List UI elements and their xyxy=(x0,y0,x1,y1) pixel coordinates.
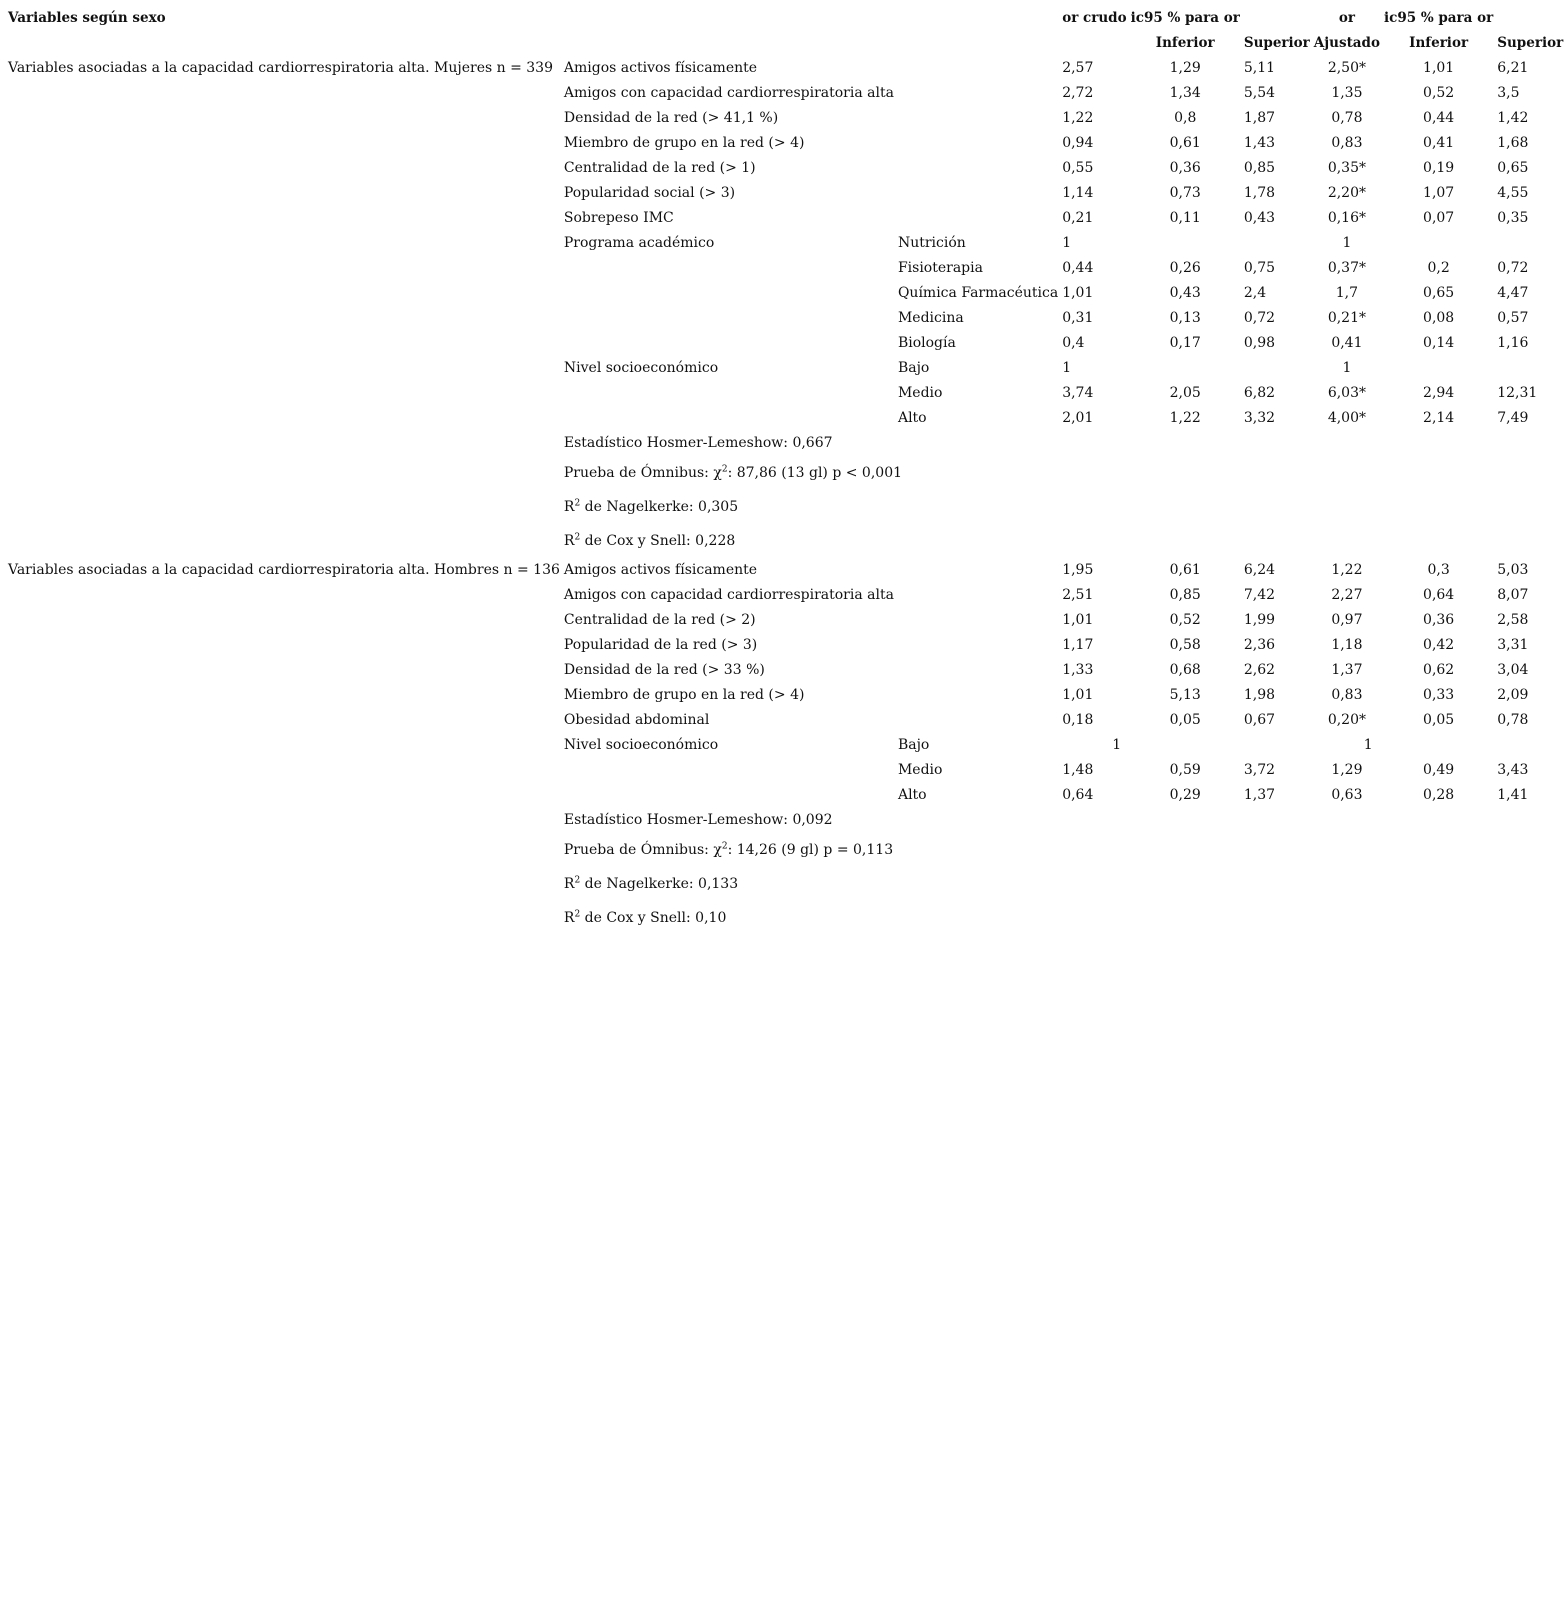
table-row xyxy=(6,81,1565,106)
omnibus-test-text: Prueba de Ómnibus: χ xyxy=(563,842,722,858)
variable-cell: Sobrepeso IMC xyxy=(563,210,674,226)
ic-inferior-adjusted-cell: 0,36 xyxy=(1423,612,1455,628)
ic-superior-adjusted-cell: 6,21 xyxy=(1497,60,1529,76)
ic-superior-adjusted-cell: 1,16 xyxy=(1497,335,1529,351)
or-crudo-cell: 0,44 xyxy=(1062,260,1094,276)
category-cell xyxy=(896,81,1060,106)
ic-superior-cell: 3,32 xyxy=(1243,410,1276,426)
table-row xyxy=(6,608,1565,633)
or-crudo-cell: 2,51 xyxy=(1062,587,1094,603)
category-cell xyxy=(896,608,1060,633)
category-cell: Alto xyxy=(897,787,927,803)
table-row xyxy=(6,331,1565,356)
or-ajustado-cell: 2,50* xyxy=(1327,60,1366,76)
ic-superior-cell: 1,37 xyxy=(1243,787,1276,803)
nagelkerke-r2-value: de Nagelkerke: 0,133 xyxy=(580,876,739,892)
variable-cell xyxy=(562,381,896,406)
omnibus-test-text: Prueba de Ómnibus: χ xyxy=(563,465,722,481)
nagelkerke-r2-text: R xyxy=(563,499,575,515)
or-crudo-cell: 0,94 xyxy=(1062,135,1094,151)
table-row xyxy=(6,558,1565,583)
ic-superior-adjusted-cell: 5,03 xyxy=(1497,562,1529,578)
table-header xyxy=(6,6,1565,56)
table-row xyxy=(6,131,1565,156)
ic-superior-adjusted-cell: 0,78 xyxy=(1497,712,1529,728)
stat-row xyxy=(6,833,1565,867)
ic-superior-cell: 0,98 xyxy=(1243,335,1276,351)
category-cell xyxy=(896,708,1060,733)
or-crudo-cell: 1,17 xyxy=(1062,637,1094,653)
variable-cell: Centralidad de la red (> 2) xyxy=(563,612,756,628)
cox-snell-r2 xyxy=(562,901,1060,935)
table-row xyxy=(6,658,1565,683)
ic-superior-adjusted-cell xyxy=(1495,231,1565,256)
ic-inferior-cell: 0,43 xyxy=(1169,285,1201,301)
ic-superior-cell: 2,62 xyxy=(1243,662,1276,678)
variable-cell: Densidad de la red (> 33 %) xyxy=(563,662,765,678)
or-crudo-cell: 1,14 xyxy=(1062,185,1094,201)
or-ajustado-cell: 0,78 xyxy=(1331,110,1363,126)
ic-superior-adjusted-cell: 2,58 xyxy=(1497,612,1529,628)
odds-ratio-table xyxy=(6,6,1565,935)
ic-superior-adjusted-cell: 1,68 xyxy=(1497,135,1529,151)
category-cell xyxy=(896,658,1060,683)
or-ajustado-cell: 1,7 xyxy=(1335,285,1359,301)
or-ajustado-cell: 2,20* xyxy=(1327,185,1366,201)
header-inferior: Inferior xyxy=(1155,35,1215,51)
ic-superior-adjusted-cell: 3,31 xyxy=(1497,637,1529,653)
ic-superior-adjusted-cell: 1,41 xyxy=(1497,787,1529,803)
ic-superior-cell: 0,67 xyxy=(1243,712,1276,728)
ic-inferior-cell: 0,68 xyxy=(1169,662,1201,678)
or-ajustado-cell: 1,29 xyxy=(1331,762,1363,778)
or-crudo-cell: 0,4 xyxy=(1062,335,1085,351)
variable-cell xyxy=(562,331,896,356)
or-ajustado-cell: 1,18 xyxy=(1331,637,1363,653)
table-row xyxy=(6,206,1565,231)
or-crudo-cell: 1,22 xyxy=(1062,110,1094,126)
header-inferior-adjusted: Inferior xyxy=(1409,35,1469,51)
stat-row xyxy=(6,901,1565,935)
ic-inferior-adjusted-cell: 0,08 xyxy=(1423,310,1455,326)
ic-inferior-adjusted-cell: 0,2 xyxy=(1427,260,1450,276)
ic-superior-cell: 2,4 xyxy=(1243,285,1267,301)
or-crudo-cell: 3,74 xyxy=(1062,385,1094,401)
ic-inferior-adjusted-cell: 0,14 xyxy=(1423,335,1455,351)
variable-cell: Densidad de la red (> 41,1 %) xyxy=(563,110,779,126)
table-row xyxy=(6,156,1565,181)
header-ic-crudo: ic95 % para or xyxy=(1130,10,1240,26)
header-superior-adjusted: Superior xyxy=(1497,35,1564,51)
variable-cell: Miembro de grupo en la red (> 4) xyxy=(563,135,805,151)
ic-superior-cell xyxy=(1242,231,1312,256)
header-ic-ajustado: ic95 % para or xyxy=(1384,10,1494,26)
ic-inferior-cell: 0,8 xyxy=(1174,110,1197,126)
ic-inferior-cell xyxy=(1129,231,1242,256)
or-crudo-cell: 1 xyxy=(1112,737,1122,753)
or-crudo-cell: 0,64 xyxy=(1062,787,1094,803)
or-ajustado-cell: 1 xyxy=(1342,360,1352,376)
table-row xyxy=(6,306,1565,331)
ic-superior-cell: 7,42 xyxy=(1243,587,1276,603)
category-cell xyxy=(896,131,1060,156)
category-cell xyxy=(896,156,1060,181)
category-cell: Fisioterapia xyxy=(897,260,983,276)
ic-inferior-adjusted-cell: 0,28 xyxy=(1423,787,1455,803)
or-crudo-cell: 0,31 xyxy=(1062,310,1094,326)
or-crudo-cell: 0,18 xyxy=(1062,712,1094,728)
category-cell xyxy=(896,106,1060,131)
or-ajustado-cell: 4,00* xyxy=(1327,410,1366,426)
category-cell xyxy=(896,206,1060,231)
table-row xyxy=(6,583,1565,608)
variable-cell: Amigos con capacidad cardiorrespiratoria alta xyxy=(563,85,894,101)
ic-superior-adjusted-cell: 4,55 xyxy=(1497,185,1529,201)
ic-superior-cell: 0,43 xyxy=(1243,210,1276,226)
ic-inferior-cell: 0,26 xyxy=(1169,260,1201,276)
variable-cell: Nivel socioeconómico xyxy=(563,360,719,376)
ic-superior-adjusted-cell: 2,09 xyxy=(1497,687,1529,703)
ic-superior-cell: 0,75 xyxy=(1243,260,1276,276)
or-crudo-cell: 1,01 xyxy=(1062,612,1094,628)
ic-inferior-cell: 0,11 xyxy=(1169,210,1201,226)
ic-superior-adjusted-cell: 7,49 xyxy=(1497,410,1529,426)
cox-snell-r2-superscript: 2 xyxy=(574,532,581,543)
category-cell xyxy=(896,558,1060,583)
cox-snell-r2-value: de Cox y Snell: 0,228 xyxy=(580,533,736,549)
table-row xyxy=(6,381,1565,406)
category-cell: Medio xyxy=(897,762,943,778)
header-superior: Superior xyxy=(1243,35,1310,51)
variable-cell xyxy=(562,406,896,431)
stat-row xyxy=(6,808,1565,833)
or-crudo-cell: 0,55 xyxy=(1062,160,1094,176)
ic-superior-adjusted-cell: 1,42 xyxy=(1497,110,1529,126)
category-cell: Bajo xyxy=(897,360,930,376)
ic-superior-adjusted-cell: 3,5 xyxy=(1497,85,1520,101)
variable-cell xyxy=(562,281,896,306)
ic-inferior-adjusted-cell: 1,01 xyxy=(1423,60,1455,76)
table-row xyxy=(6,783,1565,808)
ic-inferior-adjusted-cell xyxy=(1382,733,1495,758)
ic-inferior-adjusted-cell: 2,14 xyxy=(1423,410,1455,426)
ic-inferior-adjusted-cell: 0,05 xyxy=(1423,712,1455,728)
variable-cell xyxy=(562,256,896,281)
stat-row xyxy=(6,867,1565,901)
nagelkerke-r2-superscript: 2 xyxy=(574,498,581,509)
or-crudo-cell: 0,21 xyxy=(1062,210,1094,226)
variable-cell: Centralidad de la red (> 1) xyxy=(563,160,756,176)
variable-cell: Amigos activos físicamente xyxy=(563,562,758,578)
stat-row xyxy=(6,431,1565,456)
variable-cell: Nivel socioeconómico xyxy=(563,737,719,753)
ic-inferior-cell: 2,05 xyxy=(1169,385,1201,401)
ic-inferior-cell: 0,13 xyxy=(1169,310,1201,326)
ic-inferior-adjusted-cell: 0,62 xyxy=(1423,662,1455,678)
header-row-1 xyxy=(6,6,1565,31)
table-row xyxy=(6,633,1565,658)
category-cell: Bajo xyxy=(897,737,930,753)
ic-superior-cell: 6,82 xyxy=(1243,385,1276,401)
category-cell: Medio xyxy=(897,385,943,401)
ic-superior-cell: 5,54 xyxy=(1243,85,1276,101)
cox-snell-r2-value: de Cox y Snell: 0,10 xyxy=(580,910,727,926)
cox-snell-r2-superscript: 2 xyxy=(574,909,581,920)
table-row xyxy=(6,256,1565,281)
or-ajustado-cell: 0,16* xyxy=(1327,210,1366,226)
or-ajustado-cell: 0,97 xyxy=(1331,612,1363,628)
ic-inferior-adjusted-cell: 0,44 xyxy=(1423,110,1455,126)
ic-inferior-adjusted-cell: 0,52 xyxy=(1423,85,1455,101)
table-row xyxy=(6,231,1565,256)
ic-superior-cell: 2,36 xyxy=(1243,637,1276,653)
category-cell: Química Farmacéutica xyxy=(897,285,1059,301)
ic-superior-adjusted-cell: 4,47 xyxy=(1497,285,1529,301)
table-row xyxy=(6,708,1565,733)
category-cell xyxy=(896,181,1060,206)
ic-superior-adjusted-cell: 0,57 xyxy=(1497,310,1529,326)
group-label: Variables asociadas a la capacidad cardiorrespiratoria alta. Mujeres n = 339 xyxy=(8,60,553,76)
group-label: Variables asociadas a la capacidad cardiorrespiratoria alta. Hombres n = 136 xyxy=(8,562,560,578)
or-ajustado-cell: 6,03* xyxy=(1327,385,1366,401)
ic-superior-cell: 1,43 xyxy=(1243,135,1276,151)
ic-superior-cell: 1,87 xyxy=(1243,110,1276,126)
category-cell xyxy=(896,683,1060,708)
variable-cell: Amigos activos físicamente xyxy=(563,60,758,76)
or-crudo-cell: 1,48 xyxy=(1062,762,1094,778)
table-row xyxy=(6,281,1565,306)
omnibus-test-value: : 14,26 (9 gl) p = 0,113 xyxy=(727,842,894,858)
cox-snell-r2-text: R xyxy=(563,910,575,926)
or-crudo-cell: 1,01 xyxy=(1062,285,1094,301)
cox-snell-r2-text: R xyxy=(563,533,575,549)
ic-inferior-adjusted-cell: 2,94 xyxy=(1423,385,1455,401)
cox-snell-r2 xyxy=(562,524,1060,558)
variable-cell xyxy=(562,758,896,783)
ic-inferior-cell: 5,13 xyxy=(1169,687,1201,703)
ic-superior-adjusted-cell: 0,65 xyxy=(1497,160,1529,176)
or-crudo-cell: 1,01 xyxy=(1062,687,1094,703)
ic-inferior-adjusted-cell: 0,41 xyxy=(1423,135,1455,151)
table-row xyxy=(6,758,1565,783)
variable-cell: Obesidad abdominal xyxy=(563,712,710,728)
or-ajustado-cell: 0,35* xyxy=(1327,160,1366,176)
variable-cell: Programa académico xyxy=(563,235,715,251)
or-crudo-cell: 2,57 xyxy=(1062,60,1094,76)
hosmer-lemeshow: Estadístico Hosmer-Lemeshow: 0,092 xyxy=(563,812,833,828)
ic-inferior-cell: 0,36 xyxy=(1169,160,1201,176)
table-row xyxy=(6,181,1565,206)
ic-inferior-adjusted-cell: 0,3 xyxy=(1427,562,1450,578)
ic-inferior-cell: 0,05 xyxy=(1169,712,1201,728)
ic-inferior-cell: 0,73 xyxy=(1169,185,1201,201)
or-crudo-cell: 2,01 xyxy=(1062,410,1094,426)
header-ajustado: Ajustado xyxy=(1313,35,1380,51)
omnibus-test-value: : 87,86 (13 gl) p < 0,001 xyxy=(727,465,903,481)
ic-inferior-cell xyxy=(1129,356,1242,381)
or-ajustado-cell: 0,63 xyxy=(1331,787,1363,803)
ic-inferior-cell: 0,59 xyxy=(1169,762,1201,778)
ic-superior-adjusted-cell: 3,43 xyxy=(1497,762,1529,778)
ic-inferior-adjusted-cell: 0,64 xyxy=(1423,587,1455,603)
ic-superior-adjusted-cell: 3,04 xyxy=(1497,662,1529,678)
ic-inferior-cell: 1,34 xyxy=(1169,85,1201,101)
ic-superior-cell: 1,78 xyxy=(1243,185,1276,201)
ic-inferior-adjusted-cell: 0,49 xyxy=(1423,762,1455,778)
section-hombres xyxy=(6,558,1565,935)
ic-inferior-adjusted-cell: 1,07 xyxy=(1423,185,1455,201)
or-ajustado-cell: 1,22 xyxy=(1331,562,1363,578)
ic-inferior-cell: 0,61 xyxy=(1169,135,1201,151)
ic-inferior-cell: 1,29 xyxy=(1169,60,1201,76)
omnibus-test xyxy=(562,833,1060,867)
ic-superior-cell xyxy=(1242,356,1312,381)
ic-superior-adjusted-cell: 8,07 xyxy=(1497,587,1529,603)
ic-superior-adjusted-cell xyxy=(1495,733,1565,758)
or-crudo-cell: 1,95 xyxy=(1062,562,1094,578)
ic-inferior-cell: 0,52 xyxy=(1169,612,1201,628)
ic-inferior-cell: 1,22 xyxy=(1169,410,1201,426)
ic-inferior-cell xyxy=(1129,733,1242,758)
ic-inferior-cell: 0,17 xyxy=(1169,335,1201,351)
header-variables: Variables según sexo xyxy=(8,10,166,26)
or-crudo-cell: 2,72 xyxy=(1062,85,1094,101)
header-row-2 xyxy=(6,31,1565,56)
table-row xyxy=(6,356,1565,381)
or-ajustado-cell: 0,41 xyxy=(1331,335,1363,351)
ic-inferior-adjusted-cell: 0,65 xyxy=(1423,285,1455,301)
header-or-crudo: or crudo xyxy=(1062,10,1127,26)
category-cell xyxy=(896,633,1060,658)
stat-row xyxy=(6,456,1565,490)
header-or: or xyxy=(1338,10,1355,26)
section-mujeres xyxy=(6,56,1565,558)
stat-row xyxy=(6,524,1565,558)
table-row xyxy=(6,106,1565,131)
category-cell xyxy=(896,583,1060,608)
nagelkerke-r2 xyxy=(562,490,1060,524)
variable-cell xyxy=(562,306,896,331)
hosmer-lemeshow: Estadístico Hosmer-Lemeshow: 0,667 xyxy=(563,435,833,451)
table-row xyxy=(6,733,1565,758)
ic-superior-cell: 1,98 xyxy=(1243,687,1276,703)
ic-superior-cell: 5,11 xyxy=(1243,60,1276,76)
ic-superior-cell: 1,99 xyxy=(1243,612,1276,628)
or-ajustado-cell: 1 xyxy=(1342,235,1352,251)
ic-inferior-cell: 0,58 xyxy=(1169,637,1201,653)
table-row xyxy=(6,683,1565,708)
variable-cell: Popularidad social (> 3) xyxy=(563,185,736,201)
ic-inferior-adjusted-cell: 0,19 xyxy=(1423,160,1455,176)
or-ajustado-cell: 0,21* xyxy=(1327,310,1366,326)
ic-superior-cell: 3,72 xyxy=(1243,762,1276,778)
ic-inferior-adjusted-cell xyxy=(1382,231,1495,256)
omnibus-test-superscript: 2 xyxy=(721,841,728,852)
nagelkerke-r2-text: R xyxy=(563,876,575,892)
or-crudo-cell: 1 xyxy=(1062,235,1072,251)
or-ajustado-cell: 0,37* xyxy=(1327,260,1366,276)
omnibus-test xyxy=(562,456,1060,490)
variable-cell xyxy=(562,783,896,808)
category-cell xyxy=(896,56,1060,81)
table-row xyxy=(6,56,1565,81)
or-ajustado-cell: 0,83 xyxy=(1331,687,1363,703)
omnibus-test-superscript: 2 xyxy=(721,464,728,475)
table-row xyxy=(6,406,1565,431)
or-ajustado-cell: 1,35 xyxy=(1331,85,1363,101)
or-ajustado-cell: 1,37 xyxy=(1331,662,1363,678)
or-crudo-cell: 1 xyxy=(1062,360,1072,376)
or-ajustado-cell: 0,83 xyxy=(1331,135,1363,151)
or-ajustado-cell: 1 xyxy=(1363,737,1373,753)
ic-inferior-adjusted-cell: 0,33 xyxy=(1423,687,1455,703)
or-ajustado-cell: 2,27 xyxy=(1331,587,1363,603)
ic-inferior-cell: 0,85 xyxy=(1169,587,1201,603)
ic-superior-adjusted-cell xyxy=(1495,356,1565,381)
ic-inferior-adjusted-cell: 0,42 xyxy=(1423,637,1455,653)
nagelkerke-r2 xyxy=(562,867,1060,901)
ic-superior-adjusted-cell: 0,72 xyxy=(1497,260,1529,276)
ic-superior-cell xyxy=(1242,733,1312,758)
ic-superior-adjusted-cell: 12,31 xyxy=(1497,385,1538,401)
stat-row xyxy=(6,490,1565,524)
category-cell: Medicina xyxy=(897,310,964,326)
category-cell: Nutrición xyxy=(897,235,966,251)
nagelkerke-r2-value: de Nagelkerke: 0,305 xyxy=(580,499,739,515)
variable-cell: Miembro de grupo en la red (> 4) xyxy=(563,687,805,703)
ic-superior-adjusted-cell: 0,35 xyxy=(1497,210,1529,226)
category-cell: Alto xyxy=(897,410,927,426)
or-crudo-cell: 1,33 xyxy=(1062,662,1094,678)
ic-superior-cell: 0,85 xyxy=(1243,160,1276,176)
ic-inferior-adjusted-cell: 0,07 xyxy=(1423,210,1455,226)
ic-inferior-adjusted-cell xyxy=(1382,356,1495,381)
ic-inferior-cell: 0,29 xyxy=(1169,787,1201,803)
variable-cell: Amigos con capacidad cardiorrespiratoria alta xyxy=(563,587,894,603)
nagelkerke-r2-superscript: 2 xyxy=(574,875,581,886)
ic-superior-cell: 0,72 xyxy=(1243,310,1276,326)
variable-cell: Popularidad de la red (> 3) xyxy=(563,637,758,653)
ic-inferior-cell: 0,61 xyxy=(1169,562,1201,578)
ic-superior-cell: 6,24 xyxy=(1243,562,1276,578)
category-cell: Biología xyxy=(897,335,956,351)
or-ajustado-cell: 0,20* xyxy=(1327,712,1366,728)
